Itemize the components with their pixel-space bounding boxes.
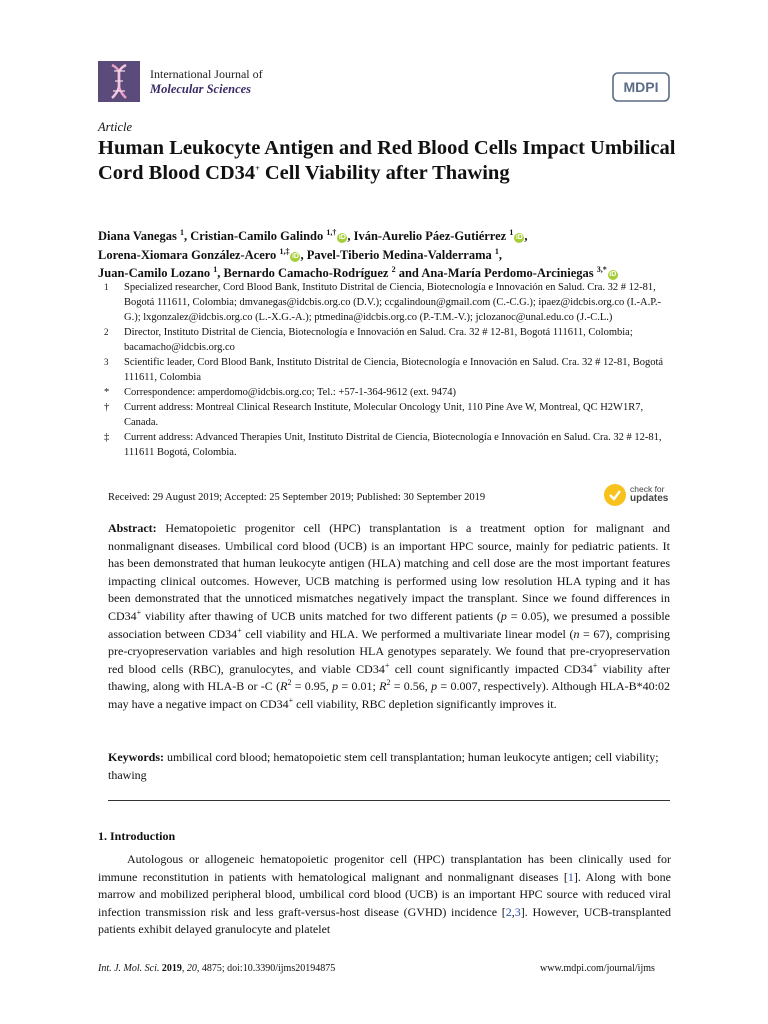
abstract: Abstract: Hematopoietic progenitor cell (HPC) transplantation is a treatment option for malignant and nonmalignant diseases. Umbilical cord blood (UCB) is an important HPC source, mainly for pediatric patients. It has been demonstrated that human leukocyte antigen (HLA) matching and cell dose are the most important features impacting clinical outcomes. However, UCB matching is performed using low resolution HLA typing and it has been demonstrated that the unnoticed mismatches negatively impact the transplant. Since we found differences in CD34+ viability after thawing of UCB units matched for two different patients (p = 0.05), we presumed a possible association between CD34+ cell viability and HLA. We performed a multivariate linear model (n = 67), comprising pre-cryopreservation variables and high resolution HLA genotypes separately. We found that pre-cryopreservation red blood cells (RBC), granulocytes, and viable CD34+ cell count significantly impacted CD34+ viability after thawing, along with HLA-B or -C ($R^2 = 0.95$, p = 0.01; $R^2 = 0.56$, p = 0.007, respectively). Although HLA-B*40:02 may have a negative impact on CD34+ cell viability, RBC depletion significantly improves it.: [108, 521, 670, 711]
affiliation-item: 1 Specialized researcher, Cord Blood Bank, Instituto Distrital de Ciencia, Biotecnología e Innovación en Salud. Cra. 32 # 12-81, Bogotá 111611, Colombia; dmvanegas@idcbis.org.co (D.V.); ccgalindoun@gmail.com (C.-C.G.); ipaez@idcbis.org.co (I.-A.P.-G.); lxgonzalez@idcbis.org.co (L.-X.G.-A.); ptmedina@idcbis.org.co (P.-T.M.-V.); jclozanoc@unal.edu.co (J.-C.L.): [104, 282, 662, 323]
orcid-icon[interactable]: iD: [515, 234, 523, 241]
orcid-icon[interactable]: iD: [338, 234, 346, 241]
affiliation-item: 3 Scientific leader, Cord Blood Bank, Instituto Distrital de Ciencia, Biotecnología e Innovación en Salud. Cra. 32 # 12-81, Bogotá 111611, Colombia: [104, 357, 664, 383]
publication-dates: Received: 29 August 2019; Accepted: 25 September 2019; Published: 30 September 2019: [108, 492, 486, 503]
citation-link[interactable]: 1: [567, 869, 574, 884]
mdpi-logo: [612, 72, 670, 102]
journal-name-line2: Molecular Sciences: [150, 82, 252, 96]
orcid-icon[interactable]: iD: [609, 271, 617, 278]
current-address: ‡ Current address: Advanced Therapies Unit, Instituto Distrital de Ciencia, Biotecnología e Innovación en Salud. Cra. 32 # 12-81, 111611 Bogotá, Colombia.: [104, 432, 662, 458]
affiliation-item: 2 Director, Instituto Distrital de Ciencia, Biotecnología e Innovación en Salud. Cra. 32 # 12-81, Bogotá 111611, Colombia; bacamacho@idcbis.org.co: [104, 327, 633, 353]
footer-journal-url[interactable]: www.mdpi.com/journal/ijms: [540, 963, 655, 974]
intro-paragraph: Autologous or allogeneic hematopoietic progenitor cell (HPC) transplantation has been clinically used for immune reconstitution in patients with hematological malignant and nonmalignant diseases [1]. Along with bone marrow and mobilized peripheral blood, umbilical cord blood (UCB) is an important HPC source with reduced viral infection transmission risk and less graft-versus-host disease (GVHD) incidence [2,3]. However, UCB-transplanted patients exhibit delayed granulocyte and platelet: [98, 852, 672, 937]
dna-icon: [98, 61, 140, 102]
orcid-icon[interactable]: iD: [291, 252, 299, 260]
journal-name-line1: International Journal of: [150, 67, 263, 81]
footer-citation: Int. J. Mol. Sci. 2019, 20, 4875; doi:10.3390/ijms20194875: [98, 963, 336, 974]
correspondence: * Correspondence: amperdomo@idcbis.org.co; Tel.: +57-1-364-9612 (ext. 9474): [104, 387, 457, 398]
author-list: Diana Vanegas $^1$, Cristian-Camilo Galindo $^{1,\dagger}$iD , Iván-Aurelio Páez-Gutiérrez $^1$iD , Lorena-Xiomara González-Acero $^{1,\ddagger}$iD , Pavel-Tiberio Medina-Valderrama $^1$, Juan-Camilo Lozano $^1$, Bernardo Camacho-Rodríguez $^2$ and Ana-María Perdomo-Arciniegas $^{3,*}$iD: [98, 227, 617, 280]
check-updates-icon: [604, 484, 626, 506]
affiliations: [104, 280, 676, 460]
citation-link[interactable]: 3: [514, 904, 521, 919]
article-type: Article: [98, 120, 133, 134]
check-for-updates-badge[interactable]: check for updates: [604, 484, 674, 510]
publisher-name: MDPI: [623, 79, 659, 95]
divider: [108, 800, 670, 801]
current-address: † Current address: Montreal Clinical Research Institute, Molecular Oncology Unit, 110 Pine Ave W, Montreal, QC H2W1R7, Canada.: [104, 402, 644, 428]
section-heading: 1. Introduction: [98, 829, 176, 843]
journal-logo: [98, 61, 140, 102]
keywords: Keywords: umbilical cord blood; hematopoietic stem cell transplantation; human leukocyte antigen; cell viability; thawing: [108, 750, 659, 782]
citation-link[interactable]: 2: [505, 904, 512, 919]
paper-title: Human Leukocyte Antigen and Red Blood Cells Impact Umbilical Cord Blood CD34+ Cell Viability after Thawing: [98, 137, 676, 184]
